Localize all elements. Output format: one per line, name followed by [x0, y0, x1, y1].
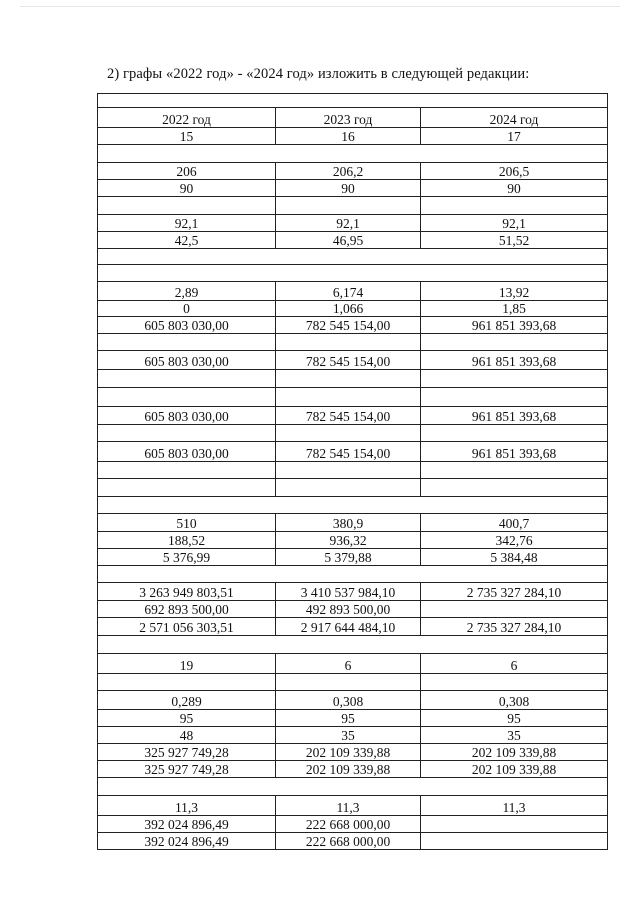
table-cell: [98, 197, 276, 214]
table-cell: 11,3: [98, 796, 276, 815]
table-cell: 222 668 000,00: [276, 833, 421, 849]
table-row: [98, 654, 607, 674]
table-row: [98, 197, 607, 215]
table-cell: [98, 479, 276, 496]
table-cell: 325 927 749,28: [98, 761, 276, 777]
table-cell: 13,92: [498, 284, 530, 300]
table-cell: 0,289: [98, 691, 276, 709]
table-row: [98, 618, 607, 636]
table-row: [98, 796, 607, 816]
table-cell: 206,2: [276, 163, 421, 179]
table-row: [98, 833, 607, 850]
table-cell: 90: [507, 180, 521, 196]
table-row: [98, 249, 607, 265]
table-cell-merged: [98, 94, 607, 107]
table-cell: 605 803 030,00: [98, 351, 276, 369]
table-cell: 782 545 154,00: [276, 351, 421, 369]
table-cell: 5 376,99: [98, 549, 276, 565]
table-row: [98, 317, 607, 334]
table-cell: [98, 334, 276, 350]
table-cell: 2,89: [98, 282, 276, 300]
table-cell: 48: [98, 727, 276, 743]
table-row: [98, 232, 607, 249]
table-cell-merged: [98, 636, 607, 653]
table-cell: 1,066: [276, 301, 421, 316]
amendment-heading: 2) графы «2022 год» - «2024 год» изложить в следующей редакции:: [107, 66, 530, 82]
table-cell: 95: [98, 710, 276, 726]
table-row: [98, 94, 607, 108]
table-cell: 961 851 393,68: [471, 445, 557, 461]
table-cell: [421, 425, 607, 441]
table-cell: 202 109 339,88: [276, 744, 421, 760]
table-cell-merged: [98, 566, 607, 582]
table-cell: 961 851 393,68: [471, 353, 557, 369]
table-cell: 380,9: [276, 514, 421, 531]
table-row: [98, 710, 607, 727]
table-cell: 11,3: [276, 796, 421, 815]
table-cell: 95: [276, 710, 421, 726]
table-row: [98, 674, 607, 691]
table-cell: [421, 462, 607, 478]
table-cell: 0,308: [498, 693, 530, 709]
table-row: [98, 425, 607, 442]
table-cell: 2 571 056 303,51: [98, 618, 276, 635]
table-cell: 202 109 339,88: [471, 761, 557, 777]
table-cell: 492 893 500,00: [276, 601, 421, 617]
table-cell: [276, 388, 421, 406]
table-row: [98, 549, 607, 566]
table-cell: 782 545 154,00: [276, 317, 421, 333]
table-cell: [276, 334, 421, 350]
table-row: [98, 442, 607, 462]
table-row: [98, 761, 607, 778]
budget-table: [97, 93, 608, 850]
table-cell: 5 379,88: [276, 549, 421, 565]
table-cell: 6,174: [276, 282, 421, 300]
table-row: [98, 691, 607, 710]
table-row: [98, 351, 607, 370]
table-cell: [276, 370, 421, 387]
table-cell: [421, 479, 607, 496]
table-cell: 2022 год: [98, 108, 276, 127]
table-row: [98, 744, 607, 761]
table-cell: [421, 197, 607, 214]
table-cell: [276, 479, 421, 496]
table-cell: 202 109 339,88: [471, 744, 557, 760]
table-cell: [98, 674, 276, 690]
table-cell: 206,5: [498, 163, 530, 179]
table-cell: 16: [276, 128, 421, 144]
table-cell: 392 024 896,49: [98, 833, 276, 849]
table-cell: 961 851 393,68: [471, 408, 557, 424]
table-cell: 222 668 000,00: [276, 816, 421, 832]
table-cell: 2 735 327 284,10: [466, 619, 562, 635]
table-cell-merged: [98, 778, 607, 795]
table-cell: [421, 388, 607, 406]
table-cell: 936,32: [276, 532, 421, 548]
table-cell: 42,5: [98, 232, 276, 248]
table-cell: 0: [98, 301, 276, 316]
table-row: [98, 497, 607, 514]
table-row: [98, 566, 607, 583]
table-cell: 92,1: [276, 215, 421, 231]
table-cell: 11,3: [502, 799, 526, 815]
table-cell: 35: [276, 727, 421, 743]
table-cell: 206: [98, 163, 276, 179]
table-row: [98, 145, 607, 163]
table-cell: 95: [507, 710, 521, 726]
table-cell: 342,76: [495, 532, 533, 548]
table-cell: 510: [98, 514, 276, 531]
table-cell: [421, 674, 607, 690]
table-cell: [98, 370, 276, 387]
table-cell: 90: [98, 180, 276, 196]
table-row: [98, 180, 607, 197]
table-cell: 51,52: [498, 232, 530, 248]
table-cell: 392 024 896,49: [98, 816, 276, 832]
table-cell: [421, 833, 607, 849]
table-cell: 1,85: [502, 300, 526, 316]
table-cell: [421, 370, 607, 387]
table-cell: 782 545 154,00: [276, 442, 421, 461]
table-cell: 325 927 749,28: [98, 744, 276, 760]
table-cell: [421, 334, 607, 350]
table-cell: 2 917 644 484,10: [276, 618, 421, 635]
table-row: [98, 583, 607, 601]
table-cell: 15: [98, 128, 276, 144]
table-cell-merged: [98, 497, 607, 513]
table-row: [98, 462, 607, 479]
table-cell: 2 735 327 284,10: [466, 584, 562, 600]
table-row: [98, 532, 607, 549]
table-cell: 3 410 537 984,10: [276, 583, 421, 600]
table-cell: 782 545 154,00: [276, 407, 421, 424]
table-cell-merged: [98, 145, 607, 162]
table-cell: 605 803 030,00: [98, 407, 276, 424]
table-cell: 202 109 339,88: [276, 761, 421, 777]
table-cell: 2024 год: [489, 111, 539, 127]
table-cell: 188,52: [98, 532, 276, 548]
table-cell: 92,1: [502, 215, 526, 231]
table-cell: 692 893 500,00: [98, 601, 276, 617]
table-row: [98, 479, 607, 497]
table-cell: [98, 425, 276, 441]
table-cell: [276, 197, 421, 214]
table-cell: [98, 462, 276, 478]
table-cell: 35: [507, 727, 521, 743]
table-cell: 90: [276, 180, 421, 196]
table-cell: [276, 462, 421, 478]
table-row: [98, 388, 607, 407]
table-cell: 2023 год: [276, 108, 421, 127]
table-cell: 6: [510, 657, 518, 673]
table-cell: [421, 601, 607, 617]
table-row: [98, 407, 607, 425]
table-row: [98, 727, 607, 744]
table-cell: 19: [98, 654, 276, 673]
table-row: [98, 108, 607, 128]
table-row: [98, 514, 607, 532]
table-row: [98, 816, 607, 833]
table-row: [98, 778, 607, 796]
table-cell: 0,308: [276, 691, 421, 709]
table-row: [98, 215, 607, 232]
table-cell: 6: [276, 654, 421, 673]
scan-edge-line: [20, 6, 620, 7]
table-row: [98, 282, 607, 301]
table-row: [98, 265, 607, 282]
table-row: [98, 301, 607, 317]
table-cell: [98, 388, 276, 406]
table-cell: 5 384,48: [490, 549, 538, 565]
table-cell: [276, 674, 421, 690]
table-row: [98, 334, 607, 351]
table-row: [98, 128, 607, 145]
table-row: [98, 163, 607, 180]
table-cell: 92,1: [98, 215, 276, 231]
table-cell: 3 263 949 803,51: [98, 583, 276, 600]
table-cell: 605 803 030,00: [98, 317, 276, 333]
table-cell: 961 851 393,68: [471, 317, 557, 333]
table-cell: [421, 816, 607, 832]
table-cell: 400,7: [498, 515, 530, 531]
table-cell: 17: [507, 128, 521, 144]
table-row: [98, 370, 607, 388]
table-cell-merged: [98, 265, 607, 281]
table-row: [98, 636, 607, 654]
table-cell: [276, 425, 421, 441]
table-cell-merged: [98, 249, 607, 264]
table-cell: 605 803 030,00: [98, 442, 276, 461]
table-cell: 46,95: [276, 232, 421, 248]
table-row: [98, 601, 607, 618]
